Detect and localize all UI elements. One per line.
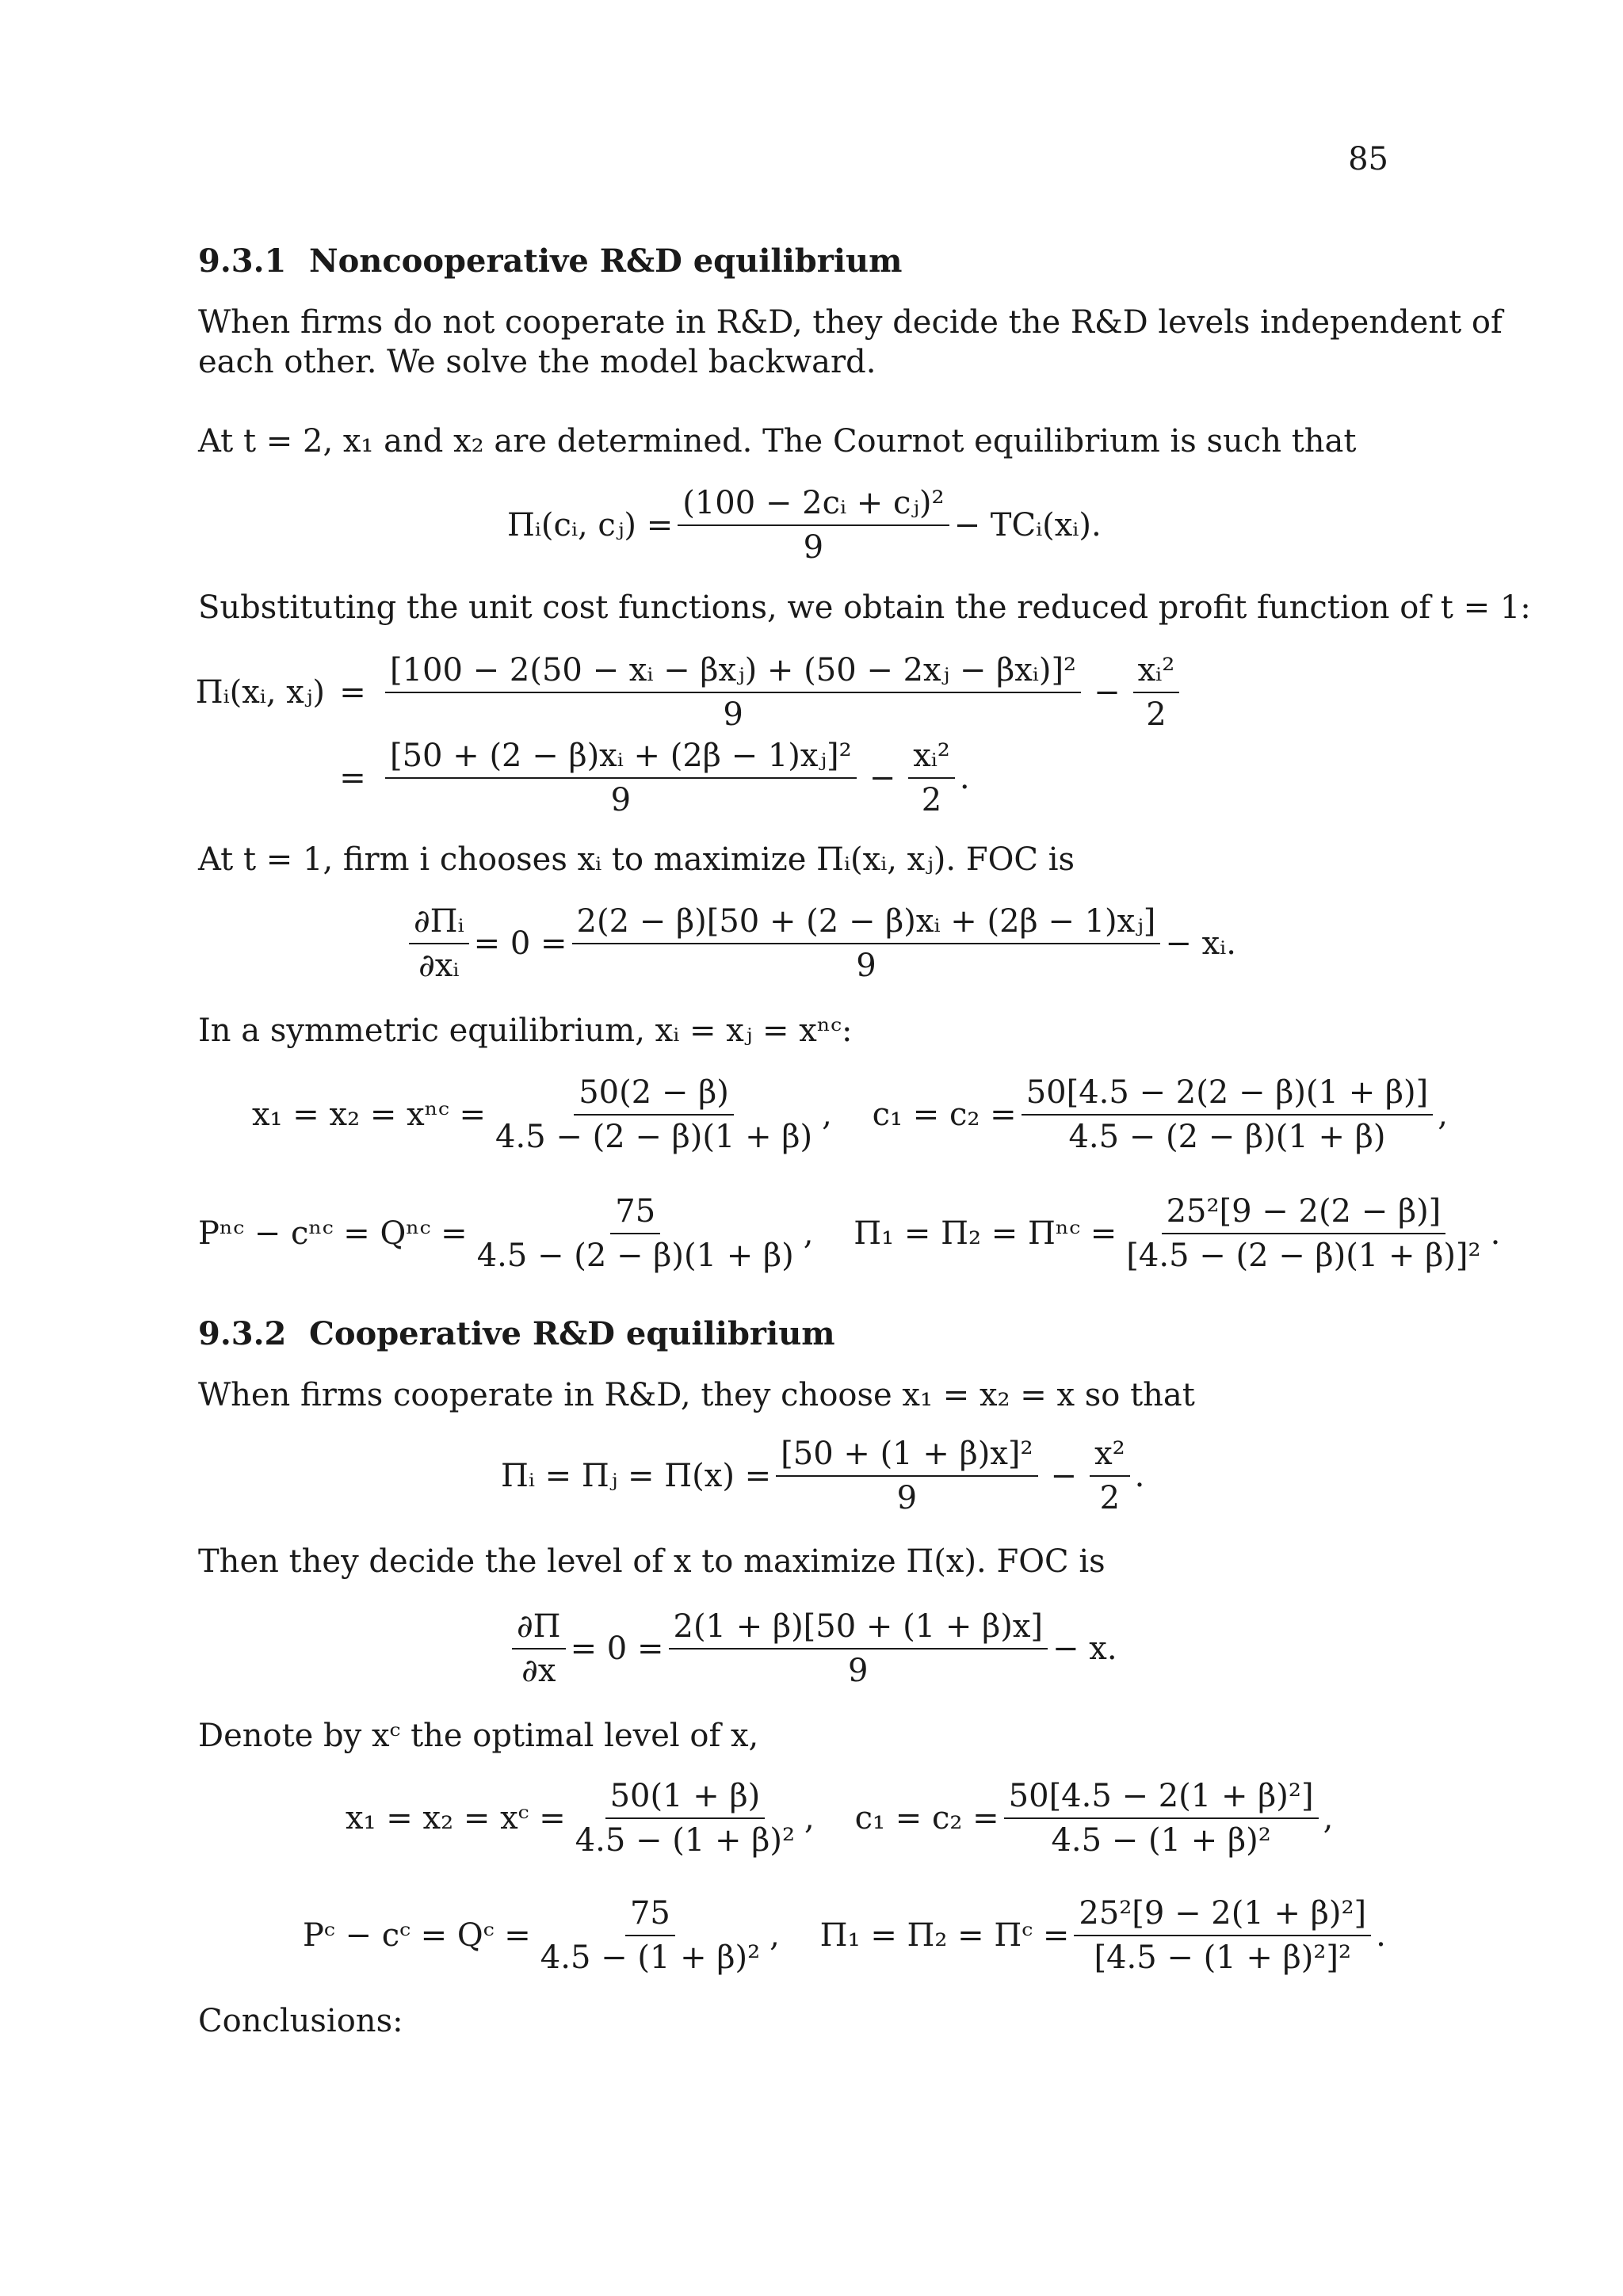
fraction	[572, 903, 1161, 984]
denominator: [4.5 − (2 − β)(1 + β)]²	[1126, 1238, 1481, 1274]
paragraph-cooperate: When firms cooperate in R&D, they choose x₁ = x₂ = x so that	[198, 1377, 1195, 1413]
period: .	[959, 760, 970, 796]
equation-lhs: Pⁿᶜ − cⁿᶜ = Qⁿᶜ =	[198, 1215, 468, 1252]
section-number: 9.3.2	[198, 1315, 287, 1352]
numerator: xᵢ²	[908, 738, 955, 779]
numerator: 2(2 − β)[50 + (2 − β)xᵢ + (2β − 1)xⱼ]	[572, 903, 1161, 944]
equation-nc-price-profit	[198, 1193, 1500, 1274]
paragraph-denote: Denote by xᶜ the optimal level of x,	[198, 1718, 759, 1754]
numerator: x²	[1090, 1436, 1130, 1477]
fraction	[1004, 1778, 1319, 1859]
equation-middle: , Π₁ = Π₂ = Πᶜ =	[769, 1917, 1070, 1954]
period: .	[1376, 1917, 1386, 1954]
fraction	[1090, 1436, 1130, 1516]
equals-zero: = 0 =	[570, 1630, 664, 1667]
fraction	[385, 738, 857, 818]
period: .	[1134, 1458, 1145, 1494]
equals-sign: =	[339, 760, 366, 796]
equals-sign: =	[339, 674, 366, 711]
paragraph-intro-line-2: each other. We solve the model backward.	[198, 344, 876, 380]
fraction	[1121, 1193, 1485, 1274]
fraction	[512, 1608, 566, 1689]
numerator: xᵢ²	[1133, 652, 1180, 693]
paragraph-cournot: At t = 2, x₁ and x₂ are determined. The Cournot equilibrium is such that	[198, 423, 1357, 460]
minus-sign: −	[869, 760, 896, 796]
fraction	[669, 1608, 1048, 1689]
numerator: 50(2 − β)	[574, 1074, 734, 1116]
fraction	[571, 1778, 800, 1859]
equation-c-price-profit	[303, 1895, 1386, 1976]
equation-tail: − xᵢ.	[1165, 925, 1236, 962]
denominator: 9	[723, 696, 743, 733]
denominator: 4.5 − (1 + β)²	[575, 1822, 796, 1859]
fraction	[536, 1895, 765, 1976]
denominator: 9	[896, 1480, 918, 1516]
numerator: ∂Π	[512, 1608, 566, 1650]
numerator: [50 + (2 − β)xᵢ + (2β − 1)xⱼ]²	[385, 738, 857, 779]
paragraph-symmetric: In a symmetric equilibrium, xᵢ = xⱼ = xⁿᶜ:	[198, 1013, 853, 1049]
numerator: 25²[9 − 2(2 − β)]	[1162, 1193, 1446, 1234]
section-heading-noncooperative	[198, 242, 902, 280]
section-title: Noncooperative R&D equilibrium	[309, 242, 903, 280]
equation-reduced-profit	[158, 650, 1184, 821]
equation-tail: − x.	[1052, 1630, 1117, 1667]
fraction	[908, 738, 955, 818]
numerator: ∂Πᵢ	[409, 903, 469, 944]
equation-lhs: Pᶜ − cᶜ = Qᶜ =	[303, 1917, 531, 1954]
fraction	[472, 1193, 799, 1274]
minus-sign: −	[1050, 1458, 1078, 1494]
equation-row	[158, 735, 1184, 821]
numerator: (100 − 2cᵢ + cⱼ)²	[678, 485, 949, 526]
denominator: 2	[1146, 696, 1167, 733]
fraction	[491, 1074, 817, 1155]
denominator: 2	[921, 782, 942, 818]
denominator: 4.5 − (2 − β)(1 + β)	[495, 1119, 813, 1155]
numerator: 50[4.5 − 2(2 − β)(1 + β)]	[1022, 1074, 1434, 1116]
numerator: 2(1 + β)[50 + (1 + β)x]	[669, 1608, 1048, 1650]
equation-nc-levels	[252, 1074, 1448, 1155]
equation-foc-cooperative	[507, 1608, 1117, 1689]
equation-lhs: Πᵢ(xᵢ, xⱼ)	[195, 674, 325, 711]
equation-lhs: x₁ = x₂ = xᶜ =	[346, 1800, 566, 1836]
numerator: 50(1 + β)	[605, 1778, 766, 1819]
page-number: 85	[1348, 141, 1388, 177]
equation-middle: , c₁ = c₂ =	[804, 1800, 999, 1836]
equation-lhs: x₁ = x₂ = xⁿᶜ =	[252, 1097, 487, 1133]
equation-lhs: Πᵢ = Πⱼ = Π(x) =	[501, 1458, 772, 1494]
numerator: [100 − 2(50 − xᵢ − βxⱼ) + (50 − 2xⱼ − βxᵢ)]²	[385, 652, 1081, 693]
equation-row	[158, 650, 1184, 735]
comma: ,	[1438, 1097, 1448, 1133]
denominator: 4.5 − (2 − β)(1 + β)	[1068, 1119, 1386, 1155]
fraction	[409, 903, 469, 984]
denominator: 4.5 − (1 + β)²	[1051, 1822, 1271, 1859]
denominator: [4.5 − (1 + β)²]²	[1094, 1939, 1352, 1976]
fraction	[385, 652, 1081, 733]
fraction	[678, 485, 949, 566]
denominator: 4.5 − (1 + β)²	[540, 1939, 761, 1976]
denominator: 9	[610, 782, 632, 818]
section-heading-cooperative	[198, 1315, 835, 1352]
numerator: 25²[9 − 2(1 + β)²]	[1074, 1895, 1371, 1936]
equation-middle: , Π₁ = Π₂ = Πⁿᶜ =	[803, 1215, 1117, 1252]
denominator: 9	[848, 1653, 869, 1689]
equation-lhs: Πᵢ(cᵢ, cⱼ) =	[507, 507, 674, 543]
paragraph-substitution: Substituting the unit cost functions, we obtain the reduced profit function of t = 1:	[198, 589, 1531, 626]
numerator: 50[4.5 − 2(1 + β)²]	[1004, 1778, 1319, 1819]
section-number: 9.3.1	[198, 242, 287, 280]
equation-profit-cost	[507, 485, 1102, 566]
paragraph-intro-line-1: When firms do not cooperate in R&D, they decide the R&D levels independent of	[198, 304, 1503, 341]
fraction	[1022, 1074, 1434, 1155]
denominator: ∂xᵢ	[418, 948, 460, 984]
fraction	[1133, 652, 1180, 733]
paragraph-coop-foc-intro: Then they decide the level of x to maximize Π(x). FOC is	[198, 1543, 1106, 1580]
denominator: 9	[803, 529, 824, 566]
denominator: 9	[856, 948, 876, 984]
comma: ,	[1323, 1800, 1334, 1836]
equation-middle: , c₁ = c₂ =	[822, 1097, 1017, 1133]
equation-foc-noncooperative	[404, 903, 1236, 984]
fraction	[776, 1436, 1037, 1516]
minus-sign: −	[1094, 674, 1121, 711]
equation-coop-profit	[501, 1436, 1144, 1516]
denominator: 4.5 − (2 − β)(1 + β)	[476, 1238, 794, 1274]
section-title: Cooperative R&D equilibrium	[309, 1315, 835, 1352]
paragraph-foc-intro: At t = 1, firm i chooses xᵢ to maximize Πᵢ(xᵢ, xⱼ). FOC is	[198, 841, 1075, 878]
period: .	[1490, 1215, 1501, 1252]
numerator: [50 + (1 + β)x]²	[776, 1436, 1037, 1477]
fraction	[1074, 1895, 1371, 1976]
denominator: ∂x	[521, 1653, 556, 1689]
equation-c-levels	[346, 1778, 1333, 1859]
equals-zero: = 0 =	[473, 925, 567, 962]
numerator: 75	[625, 1895, 675, 1936]
numerator: 75	[610, 1193, 660, 1234]
paragraph-conclusions: Conclusions:	[198, 2003, 403, 2039]
denominator: 2	[1099, 1480, 1121, 1516]
equation-tail: − TCᵢ(xᵢ).	[953, 507, 1102, 543]
